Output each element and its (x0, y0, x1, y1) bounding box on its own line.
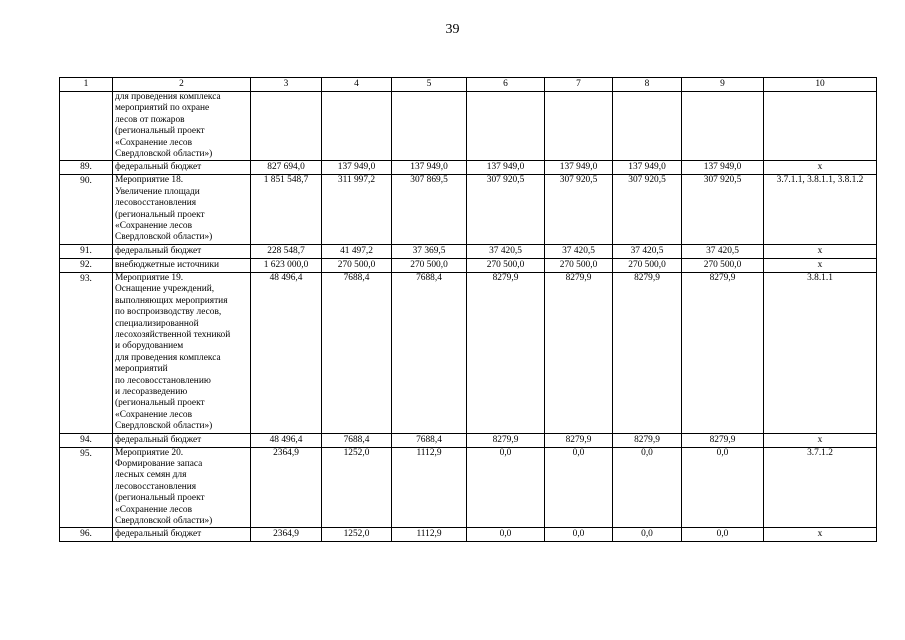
header-cell-3: 3 (251, 78, 322, 92)
col-3-cell: 48 496,4 (251, 272, 322, 433)
col-3-cell: 2364,9 (251, 447, 322, 528)
table-header-row (60, 78, 877, 92)
col-8-cell (613, 92, 682, 161)
col-7-cell: 270 500,0 (545, 258, 613, 272)
col-6-cell: 270 500,0 (467, 258, 545, 272)
col-5-cell: 7688,4 (392, 433, 467, 447)
item-name-cell: федеральный бюджет (113, 161, 251, 175)
table-row (60, 272, 877, 433)
col-4-cell: 137 949,0 (322, 161, 392, 175)
item-name-cell: федеральный бюджет (113, 244, 251, 258)
row-number-cell: 89. (60, 161, 113, 175)
item-name-cell: внебюджетные источники (113, 258, 251, 272)
target-indicators-cell: 3.7.1.2 (764, 447, 877, 528)
col-8-cell: 137 949,0 (613, 161, 682, 175)
col-7-cell: 37 420,5 (545, 244, 613, 258)
page-number: 39 (445, 22, 460, 37)
target-indicators-cell: х (764, 244, 877, 258)
col-9-cell: 8279,9 (682, 272, 764, 433)
col-3-cell: 1 851 548,7 (251, 175, 322, 244)
col-9-cell: 0,0 (682, 447, 764, 528)
row-number-cell (60, 92, 113, 161)
col-6-cell: 0,0 (467, 447, 545, 528)
header-cell-7: 7 (545, 78, 613, 92)
col-3-cell (251, 92, 322, 161)
col-5-cell: 1112,9 (392, 447, 467, 528)
target-indicators-cell: х (764, 528, 877, 542)
row-number-cell: 96. (60, 528, 113, 542)
col-7-cell (545, 92, 613, 161)
row-number-cell: 94. (60, 433, 113, 447)
item-name-cell: федеральный бюджет (113, 433, 251, 447)
header-cell-9: 9 (682, 78, 764, 92)
col-4-cell: 311 997,2 (322, 175, 392, 244)
col-6-cell: 307 920,5 (467, 175, 545, 244)
col-8-cell: 307 920,5 (613, 175, 682, 244)
target-indicators-cell (764, 92, 877, 161)
col-4-cell: 41 497,2 (322, 244, 392, 258)
col-6-cell (467, 92, 545, 161)
col-4-cell: 7688,4 (322, 433, 392, 447)
col-9-cell: 8279,9 (682, 433, 764, 447)
row-number-cell: 95. (60, 447, 113, 528)
target-indicators-cell: х (764, 433, 877, 447)
col-6-cell: 8279,9 (467, 433, 545, 447)
target-indicators-cell: 3.8.1.1 (764, 272, 877, 433)
table-row (60, 528, 877, 542)
col-6-cell: 8279,9 (467, 272, 545, 433)
col-6-cell: 137 949,0 (467, 161, 545, 175)
col-3-cell: 827 694,0 (251, 161, 322, 175)
table-row (60, 161, 877, 175)
col-4-cell: 7688,4 (322, 272, 392, 433)
col-3-cell: 228 548,7 (251, 244, 322, 258)
header-cell-4: 4 (322, 78, 392, 92)
row-number-cell: 90. (60, 175, 113, 244)
header-cell-8: 8 (613, 78, 682, 92)
col-9-cell: 137 949,0 (682, 161, 764, 175)
col-7-cell: 137 949,0 (545, 161, 613, 175)
col-6-cell: 37 420,5 (467, 244, 545, 258)
col-5-cell: 37 369,5 (392, 244, 467, 258)
col-4-cell: 1252,0 (322, 447, 392, 528)
target-indicators-cell: х (764, 258, 877, 272)
header-cell-5: 5 (392, 78, 467, 92)
col-8-cell: 8279,9 (613, 272, 682, 433)
table-row (60, 175, 877, 244)
col-3-cell: 1 623 000,0 (251, 258, 322, 272)
col-8-cell: 270 500,0 (613, 258, 682, 272)
col-5-cell: 1112,9 (392, 528, 467, 542)
header-cell-2: 2 (113, 78, 251, 92)
table-row (60, 258, 877, 272)
col-6-cell: 0,0 (467, 528, 545, 542)
item-name-cell: Мероприятие 18. Увеличение площади лесовосстановления (региональный проект «Сохранение лесов Свердловской области») (113, 175, 251, 244)
header-cell-6: 6 (467, 78, 545, 92)
item-name-cell: Мероприятие 20. Формирование запаса лесных семян для лесовосстановления (региональный проект «Сохранение лесов Свердловской области») (113, 447, 251, 528)
target-indicators-cell: 3.7.1.1, 3.8.1.1, 3.8.1.2 (764, 175, 877, 244)
col-3-cell: 2364,9 (251, 528, 322, 542)
col-7-cell: 0,0 (545, 528, 613, 542)
col-7-cell: 0,0 (545, 447, 613, 528)
table-row (60, 447, 877, 528)
col-8-cell: 37 420,5 (613, 244, 682, 258)
col-5-cell: 7688,4 (392, 272, 467, 433)
item-name-cell: Мероприятие 19. Оснащение учреждений, выполняющих мероприятия по воспроизводству лесов, специализированной лесохозяйственной техникой и оборудованием для проведения комплекса мероприятий по лесовосстановлению и лесоразведению (региональный проект «Сохранение лесов Свердловской области») (113, 272, 251, 433)
col-5-cell: 270 500,0 (392, 258, 467, 272)
col-8-cell: 8279,9 (613, 433, 682, 447)
col-9-cell: 307 920,5 (682, 175, 764, 244)
col-7-cell: 307 920,5 (545, 175, 613, 244)
col-8-cell: 0,0 (613, 528, 682, 542)
col-5-cell: 137 949,0 (392, 161, 467, 175)
item-name-cell: федеральный бюджет (113, 528, 251, 542)
row-number-cell: 93. (60, 272, 113, 433)
budget-table (59, 77, 877, 542)
col-4-cell: 270 500,0 (322, 258, 392, 272)
table-row (60, 433, 877, 447)
col-7-cell: 8279,9 (545, 433, 613, 447)
col-4-cell: 1252,0 (322, 528, 392, 542)
col-7-cell: 8279,9 (545, 272, 613, 433)
item-name-cell: для проведения комплекса мероприятий по охране лесов от пожаров (региональный проект «Сохранение лесов Свердловской области») (113, 92, 251, 161)
col-9-cell: 270 500,0 (682, 258, 764, 272)
row-number-cell: 91. (60, 244, 113, 258)
col-3-cell: 48 496,4 (251, 433, 322, 447)
header-cell-10: 10 (764, 78, 877, 92)
col-8-cell: 0,0 (613, 447, 682, 528)
col-4-cell (322, 92, 392, 161)
col-5-cell (392, 92, 467, 161)
col-9-cell: 37 420,5 (682, 244, 764, 258)
table-body (60, 78, 877, 542)
row-number-cell: 92. (60, 258, 113, 272)
col-9-cell: 0,0 (682, 528, 764, 542)
col-5-cell: 307 869,5 (392, 175, 467, 244)
header-cell-1: 1 (60, 78, 113, 92)
table-row (60, 244, 877, 258)
table-row (60, 92, 877, 161)
col-9-cell (682, 92, 764, 161)
target-indicators-cell: х (764, 161, 877, 175)
